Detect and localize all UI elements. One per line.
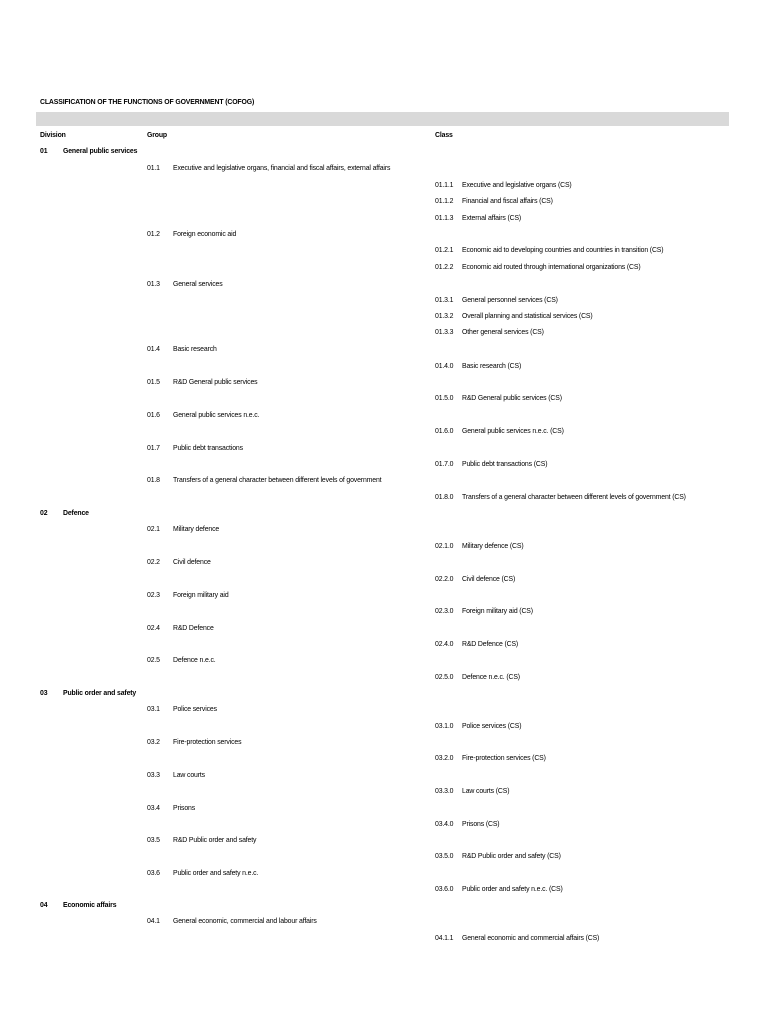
class-code: 01.2.1 xyxy=(435,245,454,254)
class-label: Prisons (CS) xyxy=(462,819,500,828)
group-code: 03.1 xyxy=(147,704,160,713)
group-code: 02.4 xyxy=(147,623,160,632)
group-code: 01.6 xyxy=(147,410,160,419)
class-label: Public order and safety n.e.c. (CS) xyxy=(462,884,563,893)
group-code: 02.1 xyxy=(147,524,160,533)
class-code: 03.4.0 xyxy=(435,819,454,828)
group-label: Prisons xyxy=(173,803,196,812)
group-label: Public order and safety n.e.c. xyxy=(173,868,259,877)
division-label: Public order and safety xyxy=(63,688,137,697)
class-code: 02.3.0 xyxy=(435,606,454,615)
class-code: 03.6.0 xyxy=(435,884,454,893)
group-label: General public services n.e.c. xyxy=(173,410,260,419)
class-code: 02.1.0 xyxy=(435,541,454,550)
column-header-group: Group xyxy=(147,130,168,139)
group-code: 03.5 xyxy=(147,835,160,844)
division-label: Economic affairs xyxy=(63,900,117,909)
class-code: 02.5.0 xyxy=(435,672,454,681)
class-code: 03.2.0 xyxy=(435,753,454,762)
group-code: 01.4 xyxy=(147,344,160,353)
class-code: 01.1.3 xyxy=(435,213,454,222)
group-label: R&D Public order and safety xyxy=(173,835,257,844)
class-label: Basic research (CS) xyxy=(462,361,522,370)
class-label: Economic aid to developing countries and countries in transition (CS) xyxy=(462,245,664,254)
group-label: Transfers of a general character between different levels of government xyxy=(173,475,382,484)
class-label: Law courts (CS) xyxy=(462,786,510,795)
class-label: Overall planning and statistical services (CS) xyxy=(462,311,593,320)
group-code: 03.2 xyxy=(147,737,160,746)
group-label: Civil defence xyxy=(173,557,211,566)
division-label: Defence xyxy=(63,508,89,517)
group-label: Police services xyxy=(173,704,217,713)
header-band xyxy=(36,112,729,126)
group-label: Military defence xyxy=(173,524,220,533)
class-label: General personnel services (CS) xyxy=(462,295,558,304)
group-label: General services xyxy=(173,279,223,288)
group-label: Law courts xyxy=(173,770,205,779)
group-code: 02.5 xyxy=(147,655,160,664)
class-code: 04.1.1 xyxy=(435,933,454,942)
class-label: R&D General public services (CS) xyxy=(462,393,562,402)
class-label: R&D Public order and safety (CS) xyxy=(462,851,561,860)
division-code: 02 xyxy=(40,508,48,517)
class-label: Military defence (CS) xyxy=(462,541,524,550)
group-code: 01.8 xyxy=(147,475,160,484)
class-label: Financial and fiscal affairs (CS) xyxy=(462,196,553,205)
group-label: Defence n.e.c. xyxy=(173,655,216,664)
document-title: CLASSIFICATION OF THE FUNCTIONS OF GOVERNMENT (COFOG) xyxy=(40,97,255,106)
group-code: 04.1 xyxy=(147,916,160,925)
group-code: 03.3 xyxy=(147,770,160,779)
group-label: General economic, commercial and labour affairs xyxy=(173,916,317,925)
class-label: General public services n.e.c. (CS) xyxy=(462,426,564,435)
group-code: 01.5 xyxy=(147,377,160,386)
class-code: 01.1.1 xyxy=(435,180,454,189)
class-label: Public debt transactions (CS) xyxy=(462,459,548,468)
group-label: R&D Defence xyxy=(173,623,214,632)
class-label: General economic and commercial affairs (CS) xyxy=(462,933,600,942)
division-code: 01 xyxy=(40,146,48,155)
class-label: Economic aid routed through international organizations (CS) xyxy=(462,262,641,271)
class-label: Fire-protection services (CS) xyxy=(462,753,546,762)
class-code: 01.7.0 xyxy=(435,459,454,468)
class-code: 02.2.0 xyxy=(435,574,454,583)
class-label: Other general services (CS) xyxy=(462,327,544,336)
class-code: 01.3.2 xyxy=(435,311,454,320)
group-label: Basic research xyxy=(173,344,217,353)
class-code: 03.3.0 xyxy=(435,786,454,795)
group-label: Fire-protection services xyxy=(173,737,242,746)
class-label: R&D Defence (CS) xyxy=(462,639,519,648)
group-code: 03.4 xyxy=(147,803,160,812)
division-label: General public services xyxy=(63,146,138,155)
class-code: 01.1.2 xyxy=(435,196,454,205)
class-code: 01.2.2 xyxy=(435,262,454,271)
column-header-division: Division xyxy=(40,130,66,139)
class-label: Police services (CS) xyxy=(462,721,522,730)
class-code: 01.3.1 xyxy=(435,295,454,304)
class-code: 01.3.3 xyxy=(435,327,454,336)
class-label: Transfers of a general character between different levels of government (CS) xyxy=(462,492,686,501)
class-label: Defence n.e.c. (CS) xyxy=(462,672,520,681)
group-label: Public debt transactions xyxy=(173,443,243,452)
group-code: 02.3 xyxy=(147,590,160,599)
group-label: Foreign military aid xyxy=(173,590,229,599)
group-code: 01.7 xyxy=(147,443,160,452)
class-label: External affairs (CS) xyxy=(462,213,522,222)
group-code: 01.2 xyxy=(147,229,160,238)
class-code: 03.1.0 xyxy=(435,721,454,730)
class-code: 01.6.0 xyxy=(435,426,454,435)
class-code: 01.8.0 xyxy=(435,492,454,501)
group-code: 01.1 xyxy=(147,163,160,172)
class-code: 01.4.0 xyxy=(435,361,454,370)
class-label: Civil defence (CS) xyxy=(462,574,516,583)
group-code: 02.2 xyxy=(147,557,160,566)
class-label: Executive and legislative organs (CS) xyxy=(462,180,572,189)
group-code: 01.3 xyxy=(147,279,160,288)
group-code: 03.6 xyxy=(147,868,160,877)
group-label: Executive and legislative organs, financial and fiscal affairs, external affairs xyxy=(173,163,391,172)
group-label: Foreign economic aid xyxy=(173,229,237,238)
class-label: Foreign military aid (CS) xyxy=(462,606,533,615)
class-code: 02.4.0 xyxy=(435,639,454,648)
division-code: 03 xyxy=(40,688,48,697)
column-header-class: Class xyxy=(435,130,453,139)
group-label: R&D General public services xyxy=(173,377,258,386)
class-code: 03.5.0 xyxy=(435,851,454,860)
class-code: 01.5.0 xyxy=(435,393,454,402)
division-code: 04 xyxy=(40,900,48,909)
